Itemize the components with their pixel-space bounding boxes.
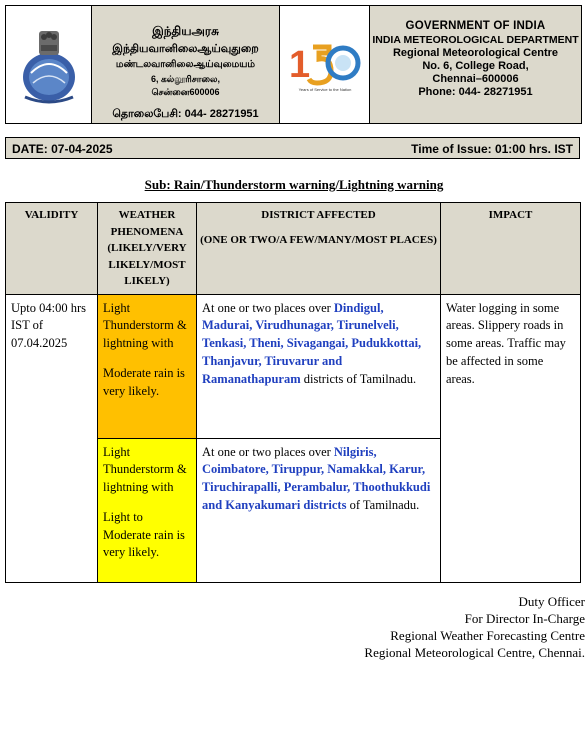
letterhead [5, 5, 582, 124]
validity-cell [6, 294, 98, 582]
imd-150-logo [280, 6, 370, 123]
imd-emblem-icon [17, 25, 81, 105]
header-weather-note: (LIKELY/VERY LIKELY/MOST LIKELY) [107, 242, 187, 287]
impact-cell [441, 294, 581, 582]
phone-number: Phone: 044- 28271951 [418, 86, 533, 98]
logo-caption: Years of Service to the Nation [298, 86, 351, 92]
table-row [6, 294, 581, 438]
district-names: Nilgiris, Coimbatore, Tiruppur, Namakkal, Karur, Tiruchirapalli, Perambalur, Thoothukkudi and Kanyakumari districts [202, 444, 431, 512]
phenomena-cell [98, 294, 197, 438]
issue-time: Time of Issue: 01:00 hrs. IST [411, 142, 573, 156]
signature-role: For Director In-Charge [464, 610, 585, 626]
impact-text: Water logging in some areas. Slippery roads in some areas. Traffic may be affected in some areas. [446, 300, 566, 386]
header-impact [441, 203, 581, 295]
city-address: Chennai–600006 [432, 73, 519, 85]
tamil-dept-line: இந்தியவானிலைஆய்வுதுறை [112, 43, 259, 55]
phenomena-cell [98, 438, 197, 582]
header-district-note: (ONE OR TWO/A FEW/MANY/MOST PLACES) [200, 233, 437, 246]
centre-name: Regional Meteorological Centre [392, 47, 559, 59]
warning-table [5, 202, 581, 583]
tamil-address [92, 6, 280, 123]
date-bar [5, 137, 580, 159]
phenomena-text: Light Thunderstorm & lightning with [103, 444, 187, 494]
imd-emblem [6, 6, 92, 123]
phenomena-text: Light to Moderate rain is very likely. [103, 509, 185, 560]
signature-title: Duty Officer [518, 594, 585, 609]
table-header-row [6, 203, 581, 295]
imd-150-logo-icon [287, 33, 363, 97]
district-prefix: At one or two places over [202, 300, 334, 315]
district-cell [197, 438, 441, 582]
district-suffix: of Tamilnadu. [346, 497, 420, 512]
logo-digit-1: 1 [288, 43, 310, 86]
phenomena-text: Moderate rain is very likely. [103, 365, 185, 398]
validity-text: Upto 04:00 hrs IST of 07.04.2025 [11, 300, 86, 350]
tamil-phone-line: தொலைபேசி: 044- 28271951 [112, 108, 259, 120]
header-impact-label: IMPACT [488, 209, 533, 221]
header-validity [6, 203, 98, 295]
header-weather-title: WEATHER PHENOMENA [110, 209, 184, 238]
district-suffix: districts of Tamilnadu. [300, 371, 417, 386]
signature-block [364, 594, 585, 662]
district-prefix: At one or two places over [202, 444, 334, 459]
header-weather [98, 203, 197, 295]
header-validity-label: VALIDITY [24, 209, 79, 221]
tamil-city-line: சென்னை600006 [151, 87, 220, 97]
tamil-road-line: 6, கல்லூரிசாலை, [151, 74, 220, 84]
gov-of-india: GOVERNMENT OF INDIA [405, 20, 546, 32]
subject-line: Sub: Rain/Thunderstorm warning/Lightning warning [144, 177, 444, 192]
road-address: No. 6, College Road, [422, 60, 529, 72]
header-district [197, 203, 441, 295]
district-cell [197, 294, 441, 438]
signature-centre: Regional Meteorological Centre, Chennai. [364, 644, 585, 660]
phenomena-text: Light Thunderstorm & lightning with [103, 300, 187, 350]
department-name: INDIA METEOROLOGICAL DEPARTMENT [372, 34, 579, 46]
tamil-gov-line: இந்தியஅரசு [152, 24, 219, 38]
signature-office: Regional Weather Forecasting Centre [390, 627, 585, 643]
english-address [370, 6, 581, 123]
tamil-centre-line: மண்டலவானிலைஆய்வுமையம் [115, 59, 256, 70]
issue-date: DATE: 07-04-2025 [12, 142, 113, 156]
district-names: Dindigul, Madurai, Virudhunagar, Tirunelveli, Tenkasi, Theni, Sivagangai, Pudukkottai, Thanjavur, Tiruvarur and Ramanathapuram [202, 300, 422, 386]
header-district-title: DISTRICT AFFECTED [261, 209, 376, 221]
